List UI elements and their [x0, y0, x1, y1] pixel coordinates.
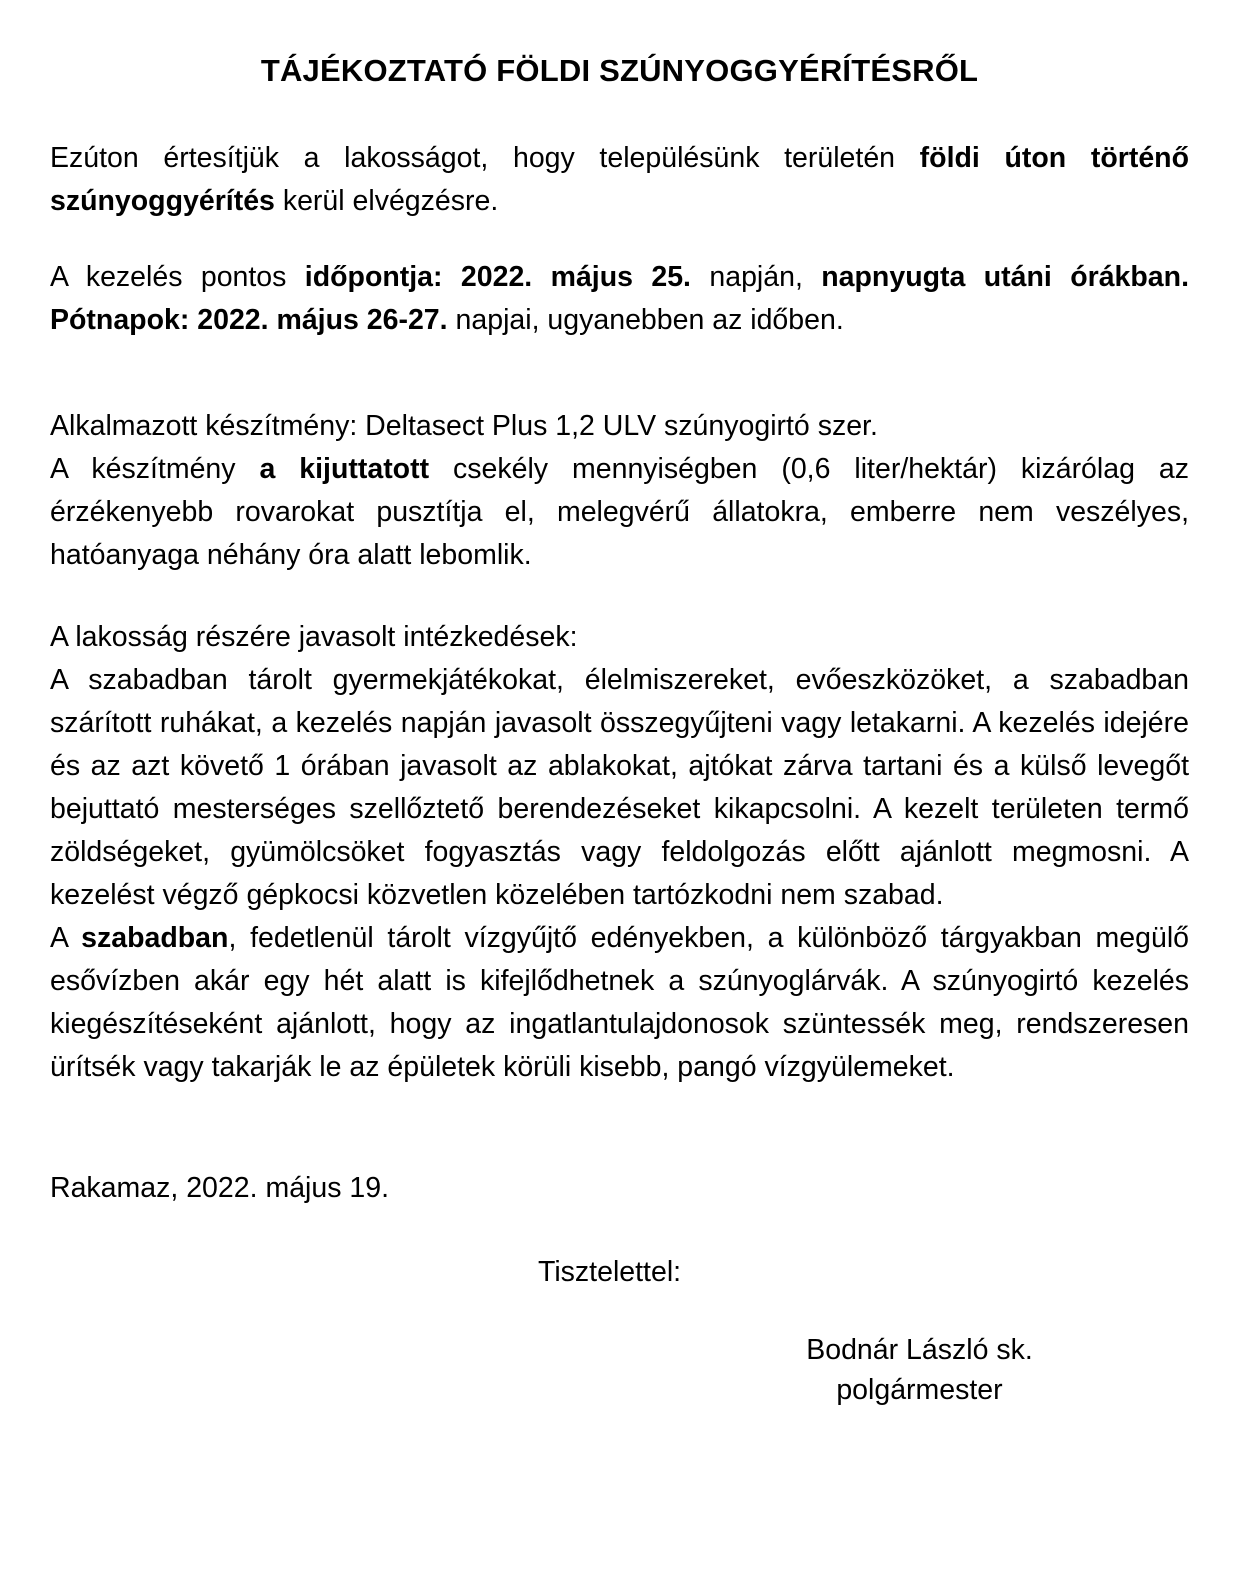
signer-name: Bodnár László sk. — [806, 1334, 1033, 1367]
schedule-date-bold: időpontja: 2022. május 25. — [304, 261, 691, 294]
spacer-before-closing — [50, 1089, 1189, 1167]
regards-line: Tisztelettel: — [538, 1256, 682, 1289]
recommendations-p2-lead: A — [50, 922, 82, 955]
spacer-after-title — [50, 89, 1189, 137]
schedule-lead: A kezelés pontos — [50, 261, 305, 294]
signature-block — [50, 1330, 1189, 1410]
recommendations-paragraph-2 — [50, 917, 1189, 1089]
schedule-time-bold: napnyugta utáni órákban. Pótnapok: 2022. május 26-27. — [50, 261, 1189, 337]
recommendations-heading: A lakosság részére javasolt intézkedések: — [50, 621, 578, 654]
spacer-before-signature — [50, 1292, 1189, 1330]
signer-role: polgármester — [836, 1374, 1003, 1407]
page-title: TÁJÉKOZTATÓ FÖLDI SZÚNYOGGYÉRÍTÉSRŐL — [260, 53, 979, 88]
intro-text-tail: kerül elvégzésre. — [274, 185, 499, 218]
intro-bold-phrase: földi úton történő szúnyoggyérítés — [50, 142, 1189, 218]
product-description-paragraph — [50, 448, 1189, 577]
spacer-before-regards — [50, 1210, 1189, 1252]
spacer-product-recommendations — [50, 577, 1189, 616]
product-name-line: Alkalmazott készítmény: Deltasect Plus 1,2 ULV szúnyogirtó szer. — [50, 410, 878, 443]
product-desc-emphasis: a kijuttatott — [259, 453, 430, 486]
recommendations-p2-rest: , fedetlenül tárolt vízgyűjtő edényekben, a különböző tárgyakban megülő esővízben akár egy hét alatt is kifejlődhetnek a szúnyoglárvák. A szúnyogirtó kezelés kiegészítéseként ajánlott, hogy az ingatlantulajdonosok szüntessék meg, rendszeresen ürítsék vagy takarják le az épületek körüli kisebb, pangó vízgyülemeket. — [50, 922, 1189, 1084]
spacer-schedule-product — [50, 342, 1189, 405]
product-desc-rest: csekély mennyiségben (0,6 liter/hektár) kizárólag az érzékenyebb rovarokat pusztítja el, melegvérű állatokra, emberre nem veszélyes, hatóanyaga néhány óra alatt lebomlik. — [50, 453, 1189, 572]
recommendations-p2-emphasis: szabadban — [81, 922, 229, 955]
schedule-paragraph — [50, 256, 1189, 342]
product-desc-lead: A készítmény — [50, 453, 260, 486]
intro-paragraph — [50, 137, 1189, 223]
spacer-intro-schedule — [50, 223, 1189, 256]
recommendations-paragraph-1: A szabadban tárolt gyermekjátékokat, élelmiszereket, evőeszközöket, a szabadban szárított ruhákat, a kezelés napján javasolt összegyűjteni vagy letakarni. A kezelés idejére és az azt követő 1 órában javasolt az ablakokat, ajtókat zárva tartani és a külső levegőt bejuttató mesterséges szellőztető berendezéseket kikapcsolni. A kezelt területen termő zöldségeket, gyümölcsöket fogyasztás vagy feldolgozás előtt ajánlott megmosni. A kezelést végző gépkocsi közvetlen közelében tartózkodni nem szabad. — [50, 664, 1189, 912]
place-and-date: Rakamaz, 2022. május 19. — [50, 1172, 390, 1205]
schedule-mid: napján, — [690, 261, 822, 294]
schedule-tail: napjai, ugyanebben az időben. — [447, 304, 844, 337]
intro-text-lead: Ezúton értesítjük a lakosságot, hogy településünk területén — [50, 142, 920, 175]
